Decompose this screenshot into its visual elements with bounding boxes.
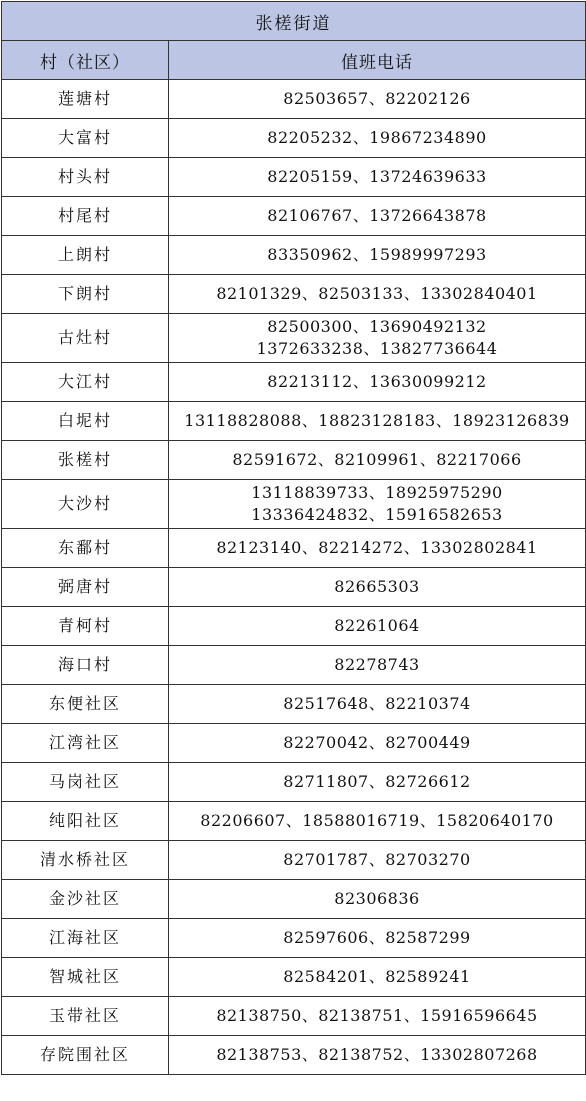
community-name-cell: 弼唐村 <box>2 568 169 607</box>
community-name-cell: 金沙社区 <box>2 880 169 919</box>
community-name-cell: 玉带社区 <box>2 997 169 1036</box>
phone-numbers-text: 13118828088、18823128183、18923126839 <box>184 411 570 430</box>
duty-phone-cell <box>169 363 586 402</box>
table-row <box>2 314 586 363</box>
community-name-cell: 智城社区 <box>2 958 169 997</box>
phone-numbers-text: 82261064 <box>334 616 420 635</box>
duty-phone-cell <box>169 568 586 607</box>
table-row <box>2 363 586 402</box>
community-name-cell: 海口村 <box>2 646 169 685</box>
duty-phone-cell <box>169 158 586 197</box>
table-row <box>2 480 586 529</box>
duty-phone-table <box>1 1 586 1075</box>
table-row <box>2 441 586 480</box>
community-name-cell: 古灶村 <box>2 314 169 363</box>
table-row <box>2 958 586 997</box>
duty-phone-cell <box>169 236 586 275</box>
community-name-cell: 清水桥社区 <box>2 841 169 880</box>
table-row <box>2 880 586 919</box>
duty-phone-cell <box>169 197 586 236</box>
phone-numbers-text: 82517648、82210374 <box>283 694 471 713</box>
duty-phone-cell <box>169 529 586 568</box>
table-row <box>2 607 586 646</box>
duty-phone-cell <box>169 480 586 529</box>
table-row <box>2 275 586 314</box>
phone-numbers-text: 82701787、82703270 <box>283 850 471 869</box>
phone-numbers-text: 82270042、82700449 <box>283 733 471 752</box>
community-name-cell: 白坭村 <box>2 402 169 441</box>
community-name-cell: 存院围社区 <box>2 1036 169 1075</box>
table-row <box>2 236 586 275</box>
community-name-cell: 上朗村 <box>2 236 169 275</box>
phone-numbers-text: 82101329、82503133、13302840401 <box>216 284 538 303</box>
table-row <box>2 685 586 724</box>
duty-phone-cell <box>169 685 586 724</box>
phone-numbers-text: 82138750、82138751、15916596645 <box>216 1006 538 1025</box>
community-name-cell: 大沙村 <box>2 480 169 529</box>
phone-numbers-text: 82597606、82587299 <box>283 928 471 947</box>
phone-numbers-text: 82205159、13724639633 <box>267 167 487 186</box>
column-header-community: 村（社区） <box>2 41 169 80</box>
community-name-cell: 东便社区 <box>2 685 169 724</box>
duty-phone-cell <box>169 402 586 441</box>
community-name-cell: 江海社区 <box>2 919 169 958</box>
phone-numbers-text: 82591672、82109961、82217066 <box>232 450 522 469</box>
duty-phone-cell <box>169 919 586 958</box>
duty-phone-table-container <box>1 1 585 1075</box>
phone-numbers-text: 82106767、13726643878 <box>267 206 487 225</box>
table-row <box>2 997 586 1036</box>
table-row <box>2 402 586 441</box>
table-row <box>2 646 586 685</box>
duty-phone-cell <box>169 880 586 919</box>
duty-phone-cell <box>169 841 586 880</box>
community-name-cell: 大江村 <box>2 363 169 402</box>
phone-numbers-text: 82278743 <box>334 655 420 674</box>
phone-numbers-text: 82711807、82726612 <box>283 772 471 791</box>
community-name-cell: 莲塘村 <box>2 80 169 119</box>
table-row <box>2 80 586 119</box>
table-row <box>2 802 586 841</box>
table-title: 张槎街道 <box>2 2 586 41</box>
table-row <box>2 724 586 763</box>
column-header-phone: 值班电话 <box>169 41 586 80</box>
phone-numbers-text: 82138753、82138752、13302807268 <box>216 1045 538 1064</box>
table-row <box>2 763 586 802</box>
community-name-cell: 江湾社区 <box>2 724 169 763</box>
community-name-cell: 纯阳社区 <box>2 802 169 841</box>
phone-numbers-text: 82205232、19867234890 <box>267 128 487 147</box>
table-header-row <box>2 41 586 80</box>
community-name-cell: 青柯村 <box>2 607 169 646</box>
duty-phone-cell <box>169 958 586 997</box>
table-row <box>2 841 586 880</box>
duty-phone-cell <box>169 80 586 119</box>
community-name-cell: 张槎村 <box>2 441 169 480</box>
phone-numbers-text: 82213112、13630099212 <box>267 372 487 391</box>
phone-numbers-text: 82665303 <box>334 577 420 596</box>
phone-numbers-text: 82500300、13690492132 <box>267 317 487 336</box>
table-row <box>2 197 586 236</box>
duty-phone-cell <box>169 802 586 841</box>
duty-phone-cell <box>169 646 586 685</box>
duty-phone-cell <box>169 275 586 314</box>
duty-phone-cell <box>169 1036 586 1075</box>
table-row <box>2 1036 586 1075</box>
table-body <box>2 80 586 1075</box>
duty-phone-cell <box>169 607 586 646</box>
community-name-cell: 马岗社区 <box>2 763 169 802</box>
duty-phone-cell <box>169 119 586 158</box>
table-row <box>2 919 586 958</box>
duty-phone-cell <box>169 997 586 1036</box>
phone-numbers-text: 13118839733、18925975290 <box>251 483 503 502</box>
community-name-cell: 村尾村 <box>2 197 169 236</box>
table-row <box>2 529 586 568</box>
phone-numbers-text: 82206607、18588016719、15820640170 <box>200 811 554 830</box>
duty-phone-cell <box>169 314 586 363</box>
duty-phone-cell <box>169 763 586 802</box>
phone-numbers-text: 1372633238、13827736644 <box>256 339 498 358</box>
duty-phone-cell <box>169 441 586 480</box>
table-title-row <box>2 2 586 41</box>
community-name-cell: 大富村 <box>2 119 169 158</box>
table-row <box>2 158 586 197</box>
phone-numbers-text: 82306836 <box>334 889 420 908</box>
duty-phone-cell <box>169 724 586 763</box>
community-name-cell: 下朗村 <box>2 275 169 314</box>
phone-numbers-text: 83350962、15989997293 <box>267 245 487 264</box>
phone-numbers-text: 82584201、82589241 <box>283 967 471 986</box>
table-row <box>2 119 586 158</box>
phone-numbers-text: 13336424832、15916582653 <box>251 505 503 524</box>
phone-numbers-text: 82123140、82214272、13302802841 <box>216 538 538 557</box>
table-row <box>2 568 586 607</box>
phone-numbers-text: 82503657、82202126 <box>283 89 471 108</box>
community-name-cell: 东鄱村 <box>2 529 169 568</box>
community-name-cell: 村头村 <box>2 158 169 197</box>
